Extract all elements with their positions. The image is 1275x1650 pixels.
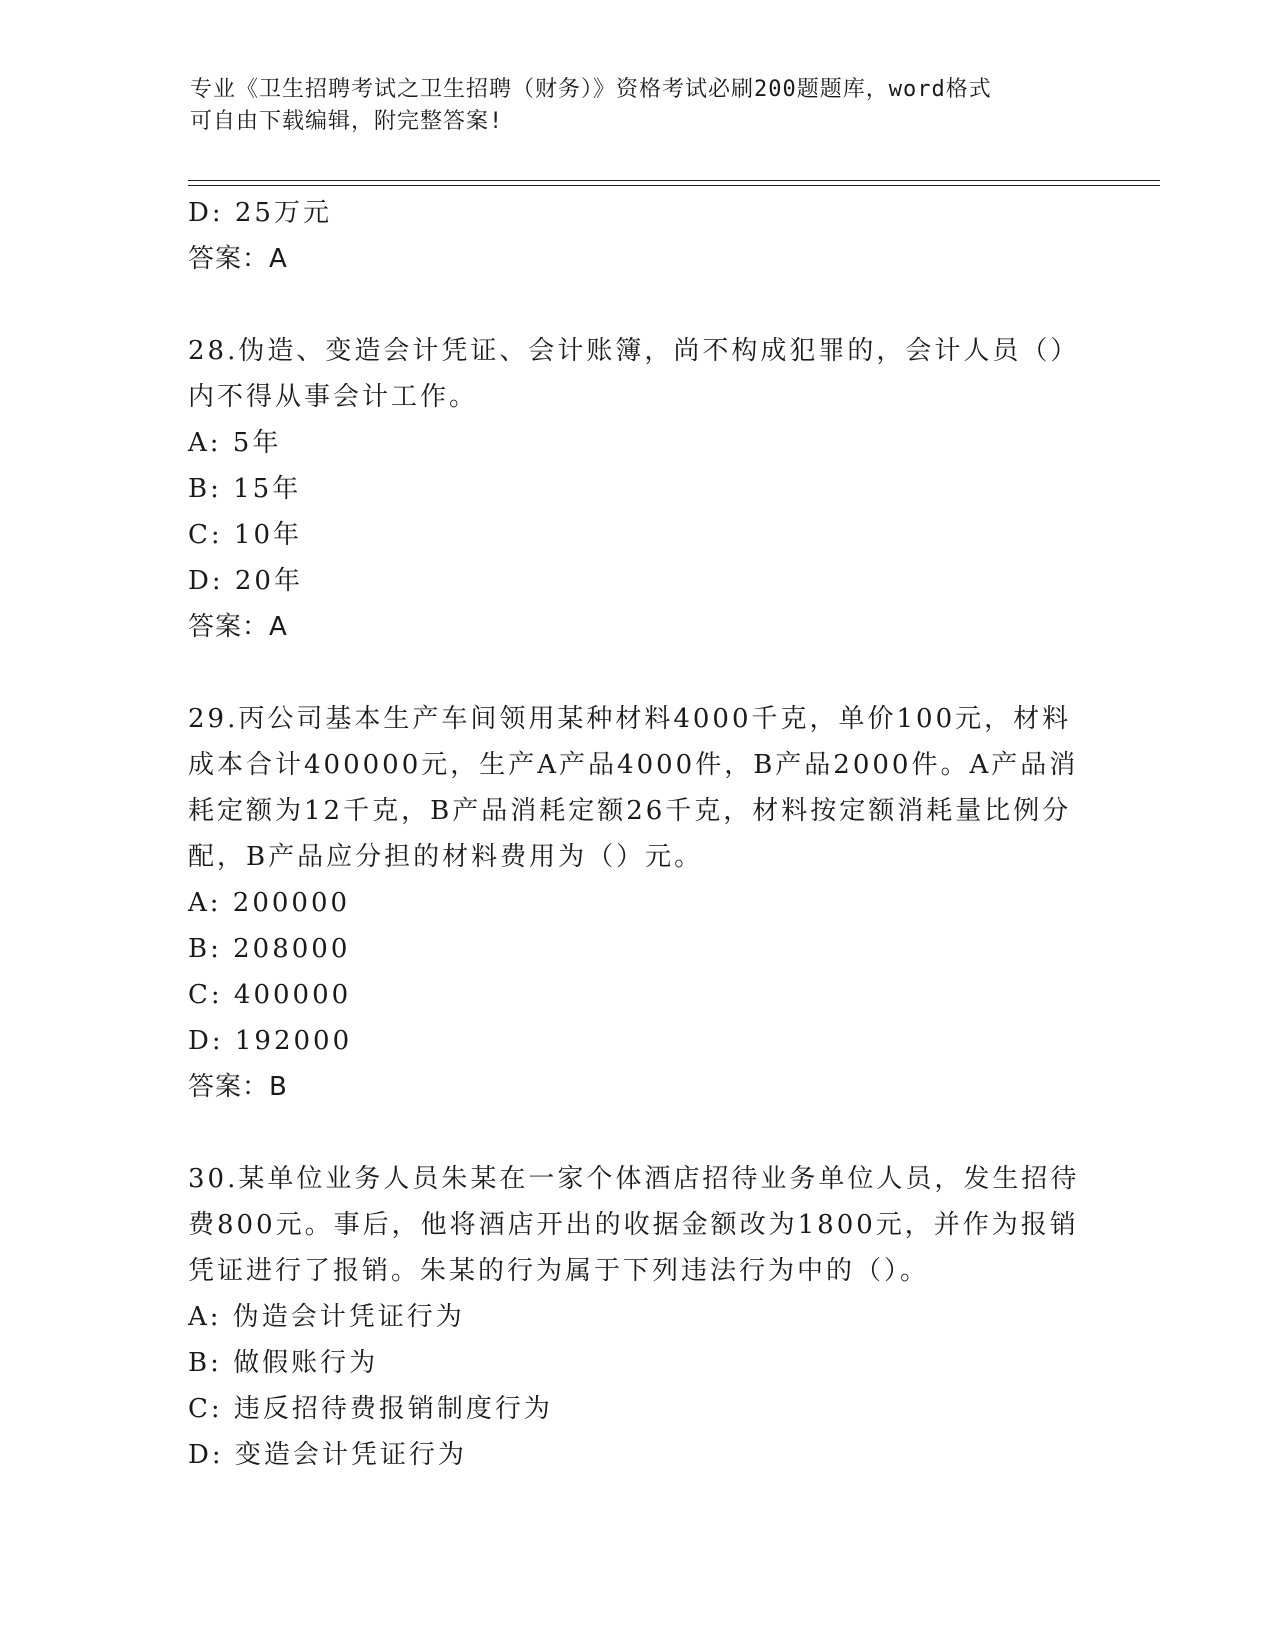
spacer: [188, 282, 1088, 328]
question-stem: 28.伪造、变造会计凭证、会计账簿，尚不构成犯罪的，会计人员（）: [188, 336, 1080, 366]
option-a: A: 200000: [188, 888, 351, 918]
question-27-tail: [188, 190, 1088, 282]
option-a: A: 伪造会计凭证行为: [188, 1302, 465, 1332]
question-stem: 费800元。事后，他将酒店开出的收据金额改为1800元，并作为报销: [188, 1210, 1079, 1240]
question-stem: 成本合计400000元，生产A产品4000件，B产品2000件。A产品消: [188, 750, 1079, 780]
header-divider-bottom: [188, 185, 1160, 186]
option-d: D: 变造会计凭证行为: [188, 1440, 467, 1470]
option-a: A: 5年: [188, 428, 282, 458]
option-d: D: 192000: [188, 1026, 353, 1056]
question-stem: 凭证进行了报销。朱某的行为属于下列违法行为中的（）。: [188, 1256, 930, 1286]
question-stem: 耗定额为12千克，B产品消耗定额26千克，材料按定额消耗量比例分: [188, 796, 1072, 826]
spacer: [188, 650, 1088, 696]
option-b: B: 15年: [188, 474, 302, 504]
question-stem: 内不得从事会计工作。: [188, 382, 479, 412]
question-stem: 29.丙公司基本生产车间领用某种材料4000千克，单价100元，材料: [188, 704, 1072, 734]
option-c: C: 违反招待费报销制度行为: [188, 1394, 553, 1424]
question-stem: 配，B产品应分担的材料费用为（）元。: [188, 842, 704, 872]
answer: 答案：A: [188, 612, 288, 642]
question-29: [188, 696, 1088, 1110]
document-header: [190, 74, 1090, 138]
option-c: C: 10年: [188, 520, 303, 550]
question-stem: 30.某单位业务人员朱某在一家个体酒店招待业务单位人员，发生招待: [188, 1164, 1080, 1194]
document-body: [188, 190, 1088, 1478]
header-title-line-1: 专业《卫生招聘考试之卫生招聘（财务）》资格考试必刷200题题库，word格式: [190, 77, 992, 102]
header-title-line-2: 可自由下载编辑，附完整答案!: [190, 109, 504, 134]
option-b: B: 208000: [188, 934, 351, 964]
question-28: [188, 328, 1088, 650]
header-divider-top: [188, 180, 1160, 181]
question-30: [188, 1156, 1088, 1478]
option-d: D: 20年: [188, 566, 303, 596]
spacer: [188, 1110, 1088, 1156]
option-d: D: 25万元: [188, 198, 332, 228]
answer: 答案：A: [188, 244, 288, 274]
option-c: C: 400000: [188, 980, 352, 1010]
option-b: B: 做假账行为: [188, 1348, 379, 1378]
answer: 答案：B: [188, 1072, 288, 1102]
